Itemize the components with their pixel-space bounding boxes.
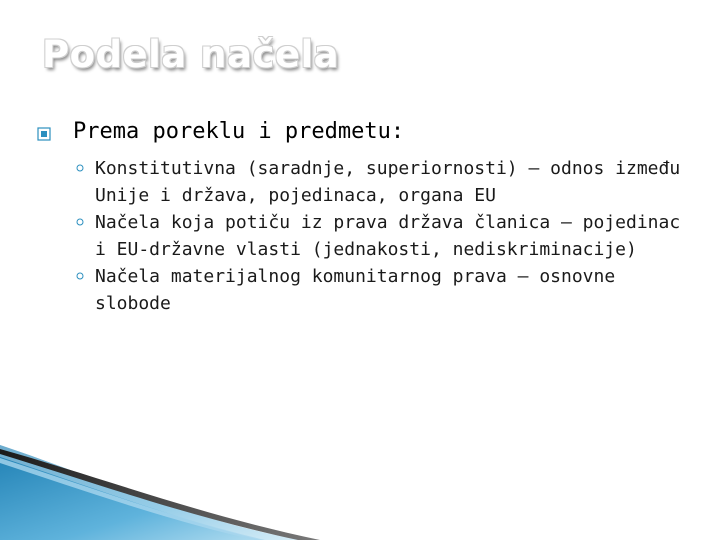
slide-title: Podela načela <box>42 33 340 76</box>
circle-bullet-icon <box>76 164 84 172</box>
sub-bullet-text: Načela koja potiču iz prava država članica – pojedinac i EU-državne vlasti (jednakosti, nediskriminacije) <box>95 212 681 260</box>
sub-bullet-text: Načela materijalnog komunitarnog prava – osnovne slobode <box>95 266 616 314</box>
sub-bullet-item <box>76 155 696 209</box>
circle-bullet-icon <box>76 272 84 280</box>
circle-bullet-icon <box>76 218 84 226</box>
sub-bullet-text: Konstitutivna (saradnje, superiornosti) – odnos između Unije i država, pojedinaca, organa EU <box>95 158 681 206</box>
bullet-item <box>37 118 404 146</box>
decorative-corner-swoosh <box>0 445 720 540</box>
sub-bullet-list <box>76 155 696 317</box>
sub-bullet-item <box>76 263 696 317</box>
bullet-text: Prema poreklu i predmetu: <box>73 119 405 144</box>
sub-bullet-item <box>76 209 696 263</box>
square-bullet-icon <box>37 127 51 141</box>
